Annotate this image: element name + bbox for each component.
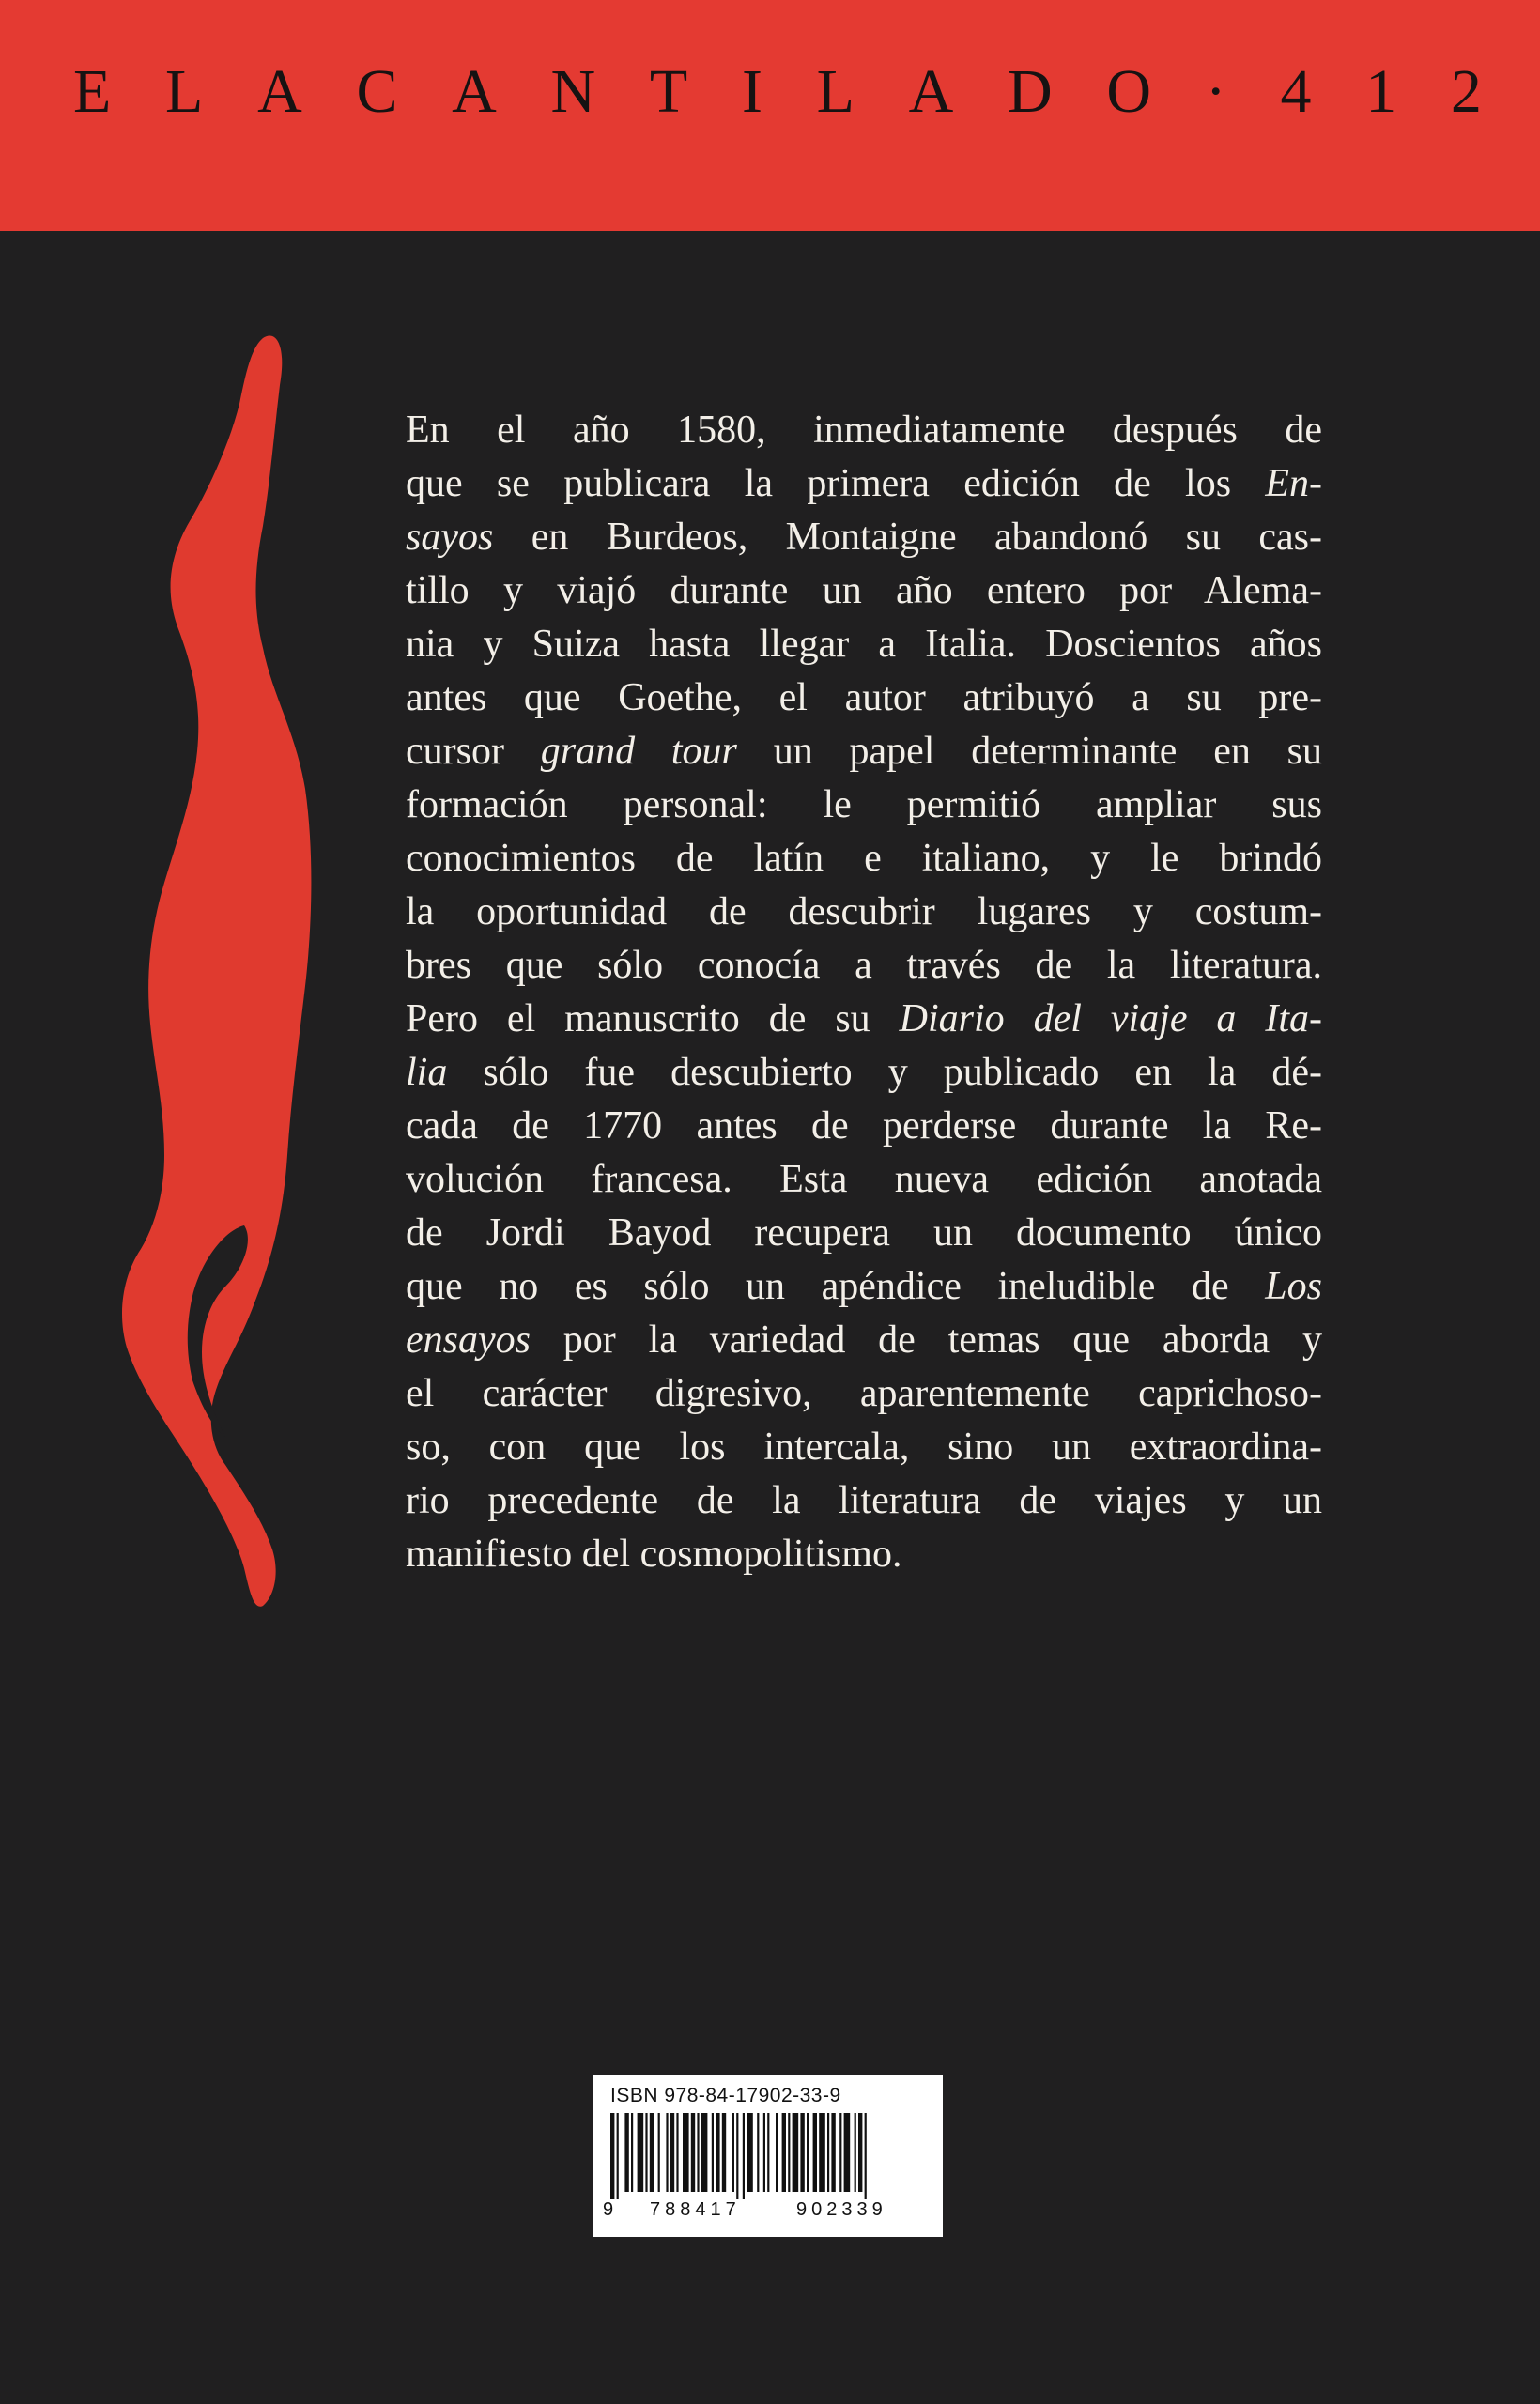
blurb-line: [406, 618, 1322, 671]
isbn-barcode: [593, 2075, 943, 2237]
blurb-line: [406, 993, 1322, 1046]
series-letter: I: [741, 57, 762, 126]
series-letter: A: [452, 57, 497, 126]
blurb-line: [406, 1367, 1322, 1421]
barcode-bar: [763, 2113, 765, 2192]
barcode-bar: [650, 2113, 654, 2192]
blurb-text: formación personal: le permitió ampliar sus: [406, 783, 1322, 826]
barcode-bars: [610, 2113, 926, 2199]
blurb-line: [406, 1100, 1322, 1153]
blurb-line: [406, 832, 1322, 886]
blurb-line: [406, 886, 1322, 939]
blurb-text: que se publicara la primera edición de los: [406, 462, 1266, 505]
barcode-bar: [844, 2113, 851, 2192]
blurb-italic-text: lia: [406, 1051, 448, 1094]
barcode-bar: [617, 2113, 619, 2199]
barcode-bar: [676, 2113, 678, 2192]
series-letter: C: [356, 57, 398, 126]
diver-figure-illustration: [113, 329, 329, 1615]
blurb-text: bres que sólo conocía a través de la literatura.: [406, 944, 1322, 987]
blurb-text: de Jordi Bayod recupera un documento único: [406, 1211, 1322, 1255]
blurb-line: [406, 1528, 1322, 1581]
barcode-bar: [658, 2113, 660, 2192]
blurb-text: la oportunidad de descubrir lugares y costum-: [406, 890, 1322, 933]
blurb-text: sólo fue descubierto y publicado en la dé-: [447, 1051, 1322, 1094]
blurb-text: rio precedente de la literatura de viajes y un: [406, 1479, 1322, 1522]
barcode-bar: [819, 2113, 825, 2192]
barcode-bar: [691, 2113, 695, 2192]
blurb-italic-text: Diario del viaje a Ita-: [899, 997, 1323, 1040]
blurb-italic-text: Los: [1265, 1265, 1322, 1308]
barcode-bar: [683, 2113, 689, 2192]
series-letter: N: [550, 57, 596, 126]
series-letter: A: [908, 57, 954, 126]
blurb-line: [406, 1153, 1322, 1207]
series-title: [73, 54, 1482, 130]
barcode-bar: [697, 2113, 699, 2192]
back-cover-blurb: [406, 404, 1322, 1581]
barcode-bar: [793, 2113, 799, 2192]
ean-left-group: 788417: [650, 2199, 741, 2220]
barcode-bar: [776, 2113, 778, 2192]
blurb-italic-text: En-: [1265, 462, 1322, 505]
blurb-text: cada de 1770 antes de perderse durante la Re-: [406, 1104, 1322, 1148]
blurb-line: [406, 564, 1322, 618]
series-letter: O: [1106, 57, 1152, 126]
blurb-text: antes que Goethe, el autor atribuyó a su pre-: [406, 676, 1322, 719]
barcode-bar: [645, 2113, 647, 2192]
blurb-text: nia y Suiza hasta llegar a Italia. Doscientos años: [406, 623, 1322, 666]
blurb-italic-text: sayos: [406, 516, 494, 559]
blurb-line: [406, 725, 1322, 778]
blurb-text: en Burdeos, Montaigne abandonó su cas-: [493, 516, 1322, 559]
blurb-text: por la variedad de temas que aborda y: [530, 1318, 1322, 1362]
blurb-text: Pero el manuscrito de su: [406, 997, 900, 1040]
blurb-italic-text: ensayos: [406, 1318, 531, 1362]
barcode-bar: [631, 2113, 633, 2192]
ean-right-group: 902339: [796, 2199, 887, 2220]
blurb-text: el carácter digresivo, aparentemente caprichoso-: [406, 1372, 1322, 1415]
blurb-text: tillo y viajó durante un año entero por Alema-: [406, 569, 1322, 612]
barcode-bar: [716, 2113, 719, 2192]
ean-lead-digit: 9: [603, 2199, 614, 2220]
barcode-bar: [666, 2113, 668, 2192]
blurb-line: [406, 1046, 1322, 1100]
barcode-bar: [624, 2113, 628, 2192]
barcode-bar: [782, 2113, 786, 2192]
barcode-bar: [858, 2113, 862, 2192]
series-letter: L: [816, 57, 855, 126]
barcode-bar: [670, 2113, 674, 2192]
blurb-text: volución francesa. Esta nueva edición anotada: [406, 1158, 1322, 1201]
blurb-line: [406, 457, 1322, 511]
barcode-bar: [807, 2113, 808, 2192]
blurb-text: un papel determinante en su: [736, 730, 1323, 773]
series-letter: A: [257, 57, 302, 126]
blurb-line: [406, 671, 1322, 725]
blurb-line: [406, 1474, 1322, 1528]
barcode-bar: [701, 2113, 708, 2192]
barcode-bar: [788, 2113, 790, 2192]
blurb-line: [406, 1207, 1322, 1260]
barcode-bar: [638, 2113, 644, 2192]
barcode-bar: [743, 2113, 745, 2199]
barcode-bar: [757, 2113, 759, 2192]
barcode-bar: [831, 2113, 835, 2192]
series-letter: L: [165, 57, 204, 126]
blurb-italic-text: grand tour: [540, 730, 737, 773]
blurb-line: [406, 1314, 1322, 1367]
series-letter: 1: [1365, 57, 1397, 126]
blurb-line: [406, 778, 1322, 832]
blurb-text: cursor: [406, 730, 541, 773]
isbn-label: ISBN 978-84-17902-33-9: [610, 2085, 841, 2106]
barcode-bar: [855, 2113, 856, 2192]
barcode-bar: [732, 2113, 734, 2192]
blurb-line: [406, 939, 1322, 993]
barcode-bar: [865, 2113, 867, 2199]
blurb-text: so, con que los intercala, sino un extraordina-: [406, 1425, 1322, 1469]
series-letter: 2: [1450, 57, 1482, 126]
series-letter: 4: [1280, 57, 1312, 126]
series-band: [0, 0, 1540, 231]
barcode-bar: [610, 2113, 614, 2199]
series-letter: ·: [1205, 57, 1226, 126]
blurb-text: En el año 1580, inmediatamente después de: [406, 408, 1322, 452]
barcode-bar: [767, 2113, 769, 2192]
blurb-text: que no es sólo un apéndice ineludible de: [406, 1265, 1266, 1308]
barcode-bar: [800, 2113, 804, 2192]
blurb-line: [406, 404, 1322, 457]
blurb-text: conocimientos de latín e italiano, y le brindó: [406, 837, 1322, 880]
barcode-bar: [747, 2113, 753, 2192]
series-letter: D: [1008, 57, 1053, 126]
blurb-line: [406, 511, 1322, 564]
barcode-bar: [736, 2113, 738, 2199]
barcode-bar: [839, 2113, 841, 2192]
series-letter: T: [649, 57, 688, 126]
blurb-line: [406, 1421, 1322, 1474]
series-letter: E: [73, 57, 112, 126]
blurb-text: manifiesto del cosmopolitismo.: [406, 1533, 902, 1576]
barcode-bar: [827, 2113, 829, 2192]
barcode-bar: [712, 2113, 714, 2192]
blurb-line: [406, 1260, 1322, 1314]
barcode-bar: [813, 2113, 817, 2192]
barcode-bar: [722, 2113, 726, 2192]
